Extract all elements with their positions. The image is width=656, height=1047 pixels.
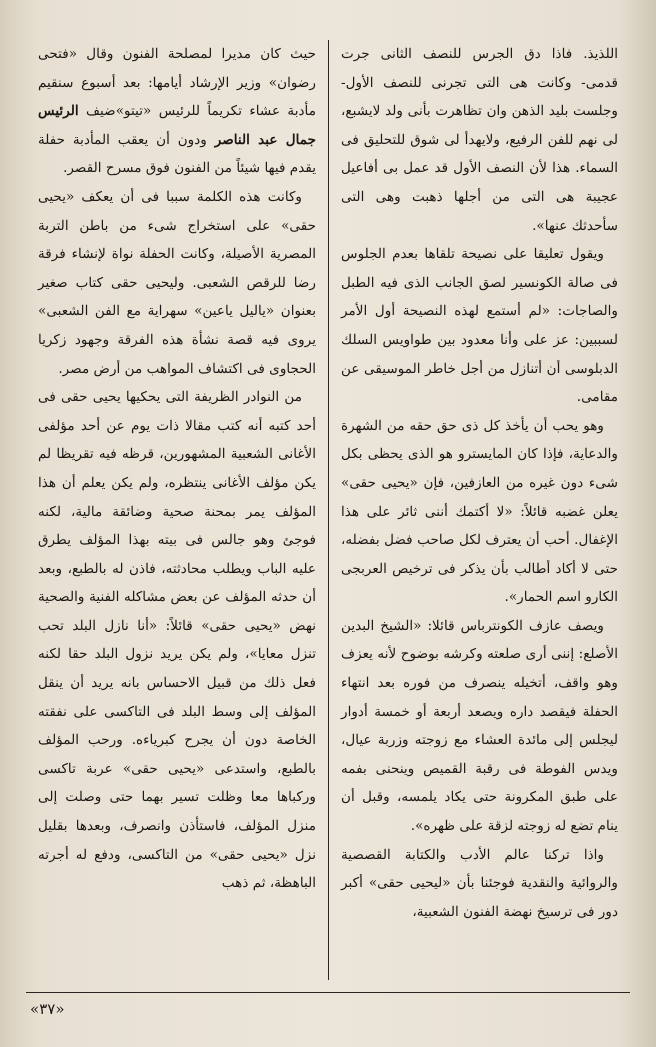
footer-divider	[26, 992, 630, 993]
page-number: «٣٧»	[30, 1000, 65, 1018]
left-column	[26, 40, 328, 980]
left-paragraph-3: من النوادر الظريفة التى يحكيها يحيى حقى فى أحد كتبه أنه كتب مقالا ذات يوم عن أحد مؤلفى الأغانى الشعبية المشهورين، قرظه فيه تقريظا لم يكن مؤلف الأغانى ينتظره، ولم يكن يعلم أن هذا المؤلف يمر بمحنة صحية وضائقة مالية، لكنه فوجئ وهو جالس فى بيته بهذا المؤلف يطرق عليه الباب ويطلب محادثته، فاذن له بالطبع، وبعد أن حدثه المؤلف عن بعض مشاكله الفنية والصحية نهض «يحيى حقى» قائلاً: «أنا نازل البلد تحب تنزل معايا»، ولم يكن يريد نزول البلد حقا لكنه فعل ذلك من قبيل الاحساس بانه يريد أن ينقل المؤلف إلى وسط البلد فى التاكسى على نفقته الخاصة دون أن يجرح كبرياءه. ورحب المؤلف بالطبع، واستدعى «يحيى حقى» عربة تاكسى وركباها معا وظلت تسير بهما حتى وصلت إلى منزل المؤلف، فاستأذن وانصرف، وبعدها بقليل نزل «يحيى حقى» من التاكسى، ودفع له أجرته الباهظة، ثم ذهب	[38, 389, 316, 892]
right-paragraph-4: ويصف عازف الكونترباس قائلا: «الشيخ البدين الأصلع: إننى أرى صلعته وكرشه بوضوح لأنه يعزف وهو واقف، أتخيله ينصرف من فوره بعد انتهاء الحفلة فيقصد داره ويصعد أربعة أو خمسة أدوار ليجلس إلى مائدة العشاء مع زوجته وزربة عيال، ويدس الفوطة فى رقبة القميص وينحنى بفمه على طبق المكرونة حتى يكاد يلمسه، وقبل أن ينام تضع له زوجته لزقة على ظهره».	[341, 617, 618, 835]
president-name: الرئيس جمال عبد الناصر	[38, 103, 316, 148]
text-columns	[26, 40, 630, 980]
right-paragraph-1: اللذيذ. فاذا دق الجرس للنصف الثانى جرت قدمى- وكانت هى التى تجرنى للنصف الأول- وجلست بليد الذهن وان تظاهرت بأنى ولد لايشبع، لى نهم للفن الرفيع، ولايهدأ لى شوق للتحليق فى السماء. هذا لأن النصف الأول قد عمل بى أفاعيل عجيبة هى التى من أجلها ذهبت وهى التى سأحدثك عنها».	[341, 46, 618, 234]
right-paragraph-3: وهو يحب أن يأخذ كل ذى حق حقه من الشهرة والدعاية، فإذا كان المايسترو هو الذى يحظى بكل شىء دون غيره من العازفين، فإن «يحيى حقى» يعلن غضبه قائلاً: «لا أكتمك أننى ثائر على هذا الإغفال. أحب أن يعترف لكل صاحب فضل بفضله، حتى لا أكاد أطالب بأن يذكر فى ترخيص العربجى الكارو اسم الحمار».	[341, 417, 618, 606]
left-paragraph-1	[38, 40, 316, 183]
right-paragraph-2: ويقول تعليقا على نصيحة تلقاها بعدم الجلوس فى صالة الكونسير لصق الجانب الذى فيه الطبل والصاجات: «لم أستمع لهذه النصيحة أول الأمر لسببين: عز على وأنا معدود بين طواويس السلك الدبلوسى أن أتنازل من أجل خاطر الموسيقى عن مقامى.	[341, 246, 618, 406]
right-paragraph-5: واذا تركنا عالم الأدب والكتابة القصصية والروائية والنقدية فوجئنا بأن «ليحيى حقى» أكبر دور فى ترسيخ نهضة الفنون الشعبية،	[341, 846, 618, 920]
right-column	[328, 40, 630, 980]
left-paragraph-2: وكانت هذه الكلمة سببا فى أن يعكف «يحيى حقى» على استخراج شىء من باطن التربة المصرية الأصيلة، وكانت الحفلة نواة لإنشاء فرقة رضا للرقص الشعبى. وليحيى حقى كتاب صغير بعنوان «ياليل ياعين» سهراية مع الفن الشعبى» يروى فيه قصة نشأة هذه الفرقة وجهود زكريا الحجاوى فى اكتشاف المواهب من أرض مصر.	[38, 188, 316, 377]
left-paragraph-1-start: حيث كان مديرا لمصلحة الفنون وقال «فتحى رضوان» وزير الإرشاد أيامها: بعد أسبوع سنقيم مأدبة عشاء تكريماً للرئيس «تيتو»ضيف	[38, 46, 316, 120]
left-paragraph-1-end: ودون أن يعقب المأدبة حفلة يقدم فيها شيئاً من الفنون فوق مسرح القصر.	[38, 131, 316, 177]
